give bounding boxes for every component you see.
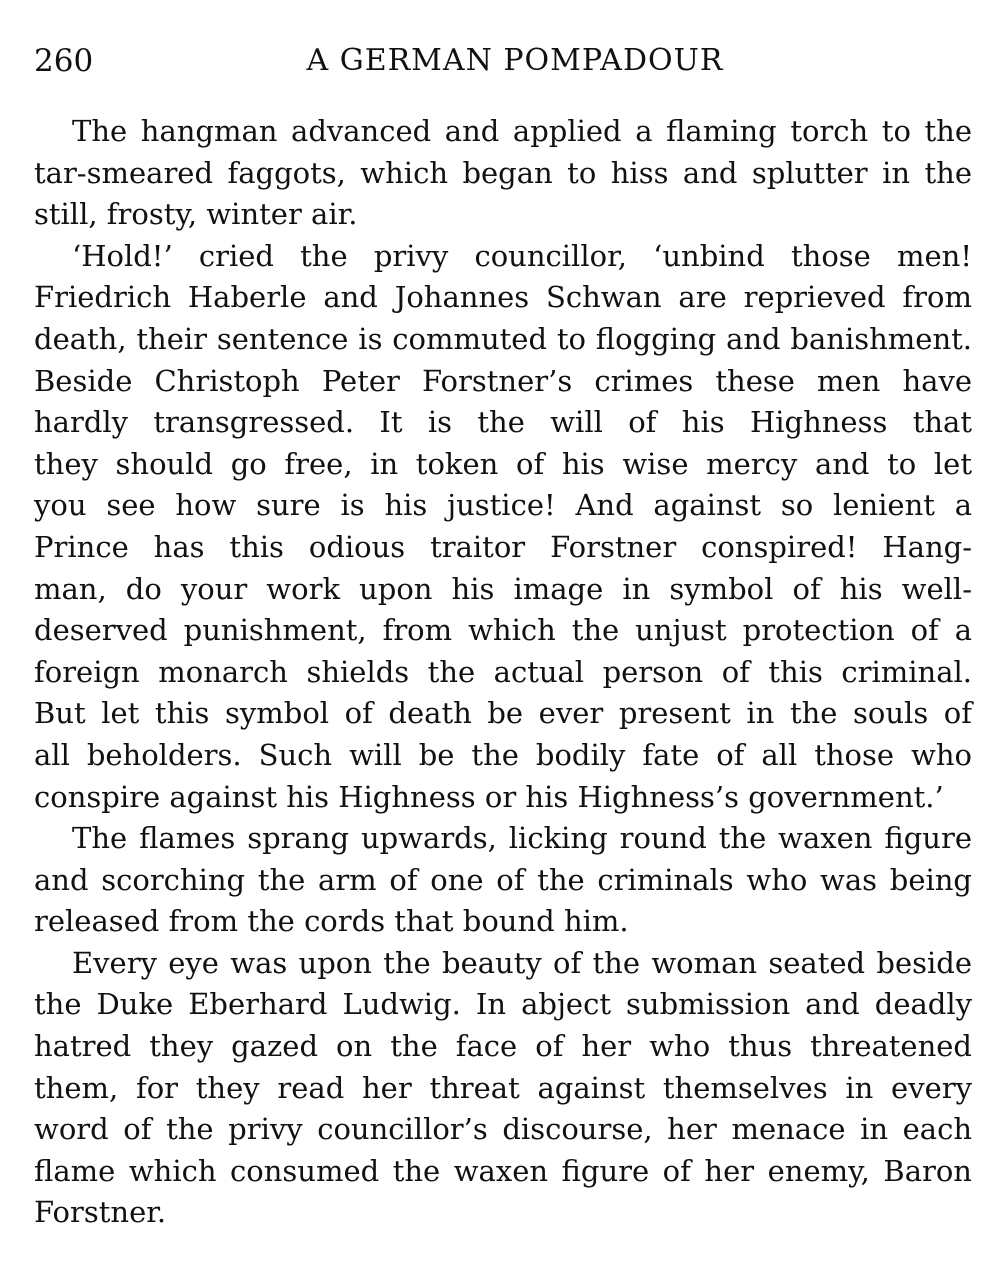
paragraph-3 (34, 818, 972, 943)
text-line: Friedrich Haberle and Johannes Schwan are reprieved from (34, 280, 972, 315)
text-line: The hangman advanced and applied a flaming torch to the (72, 114, 972, 148)
text-line: ‘Hold!’ cried the privy councillor, ‘unbind those men! (72, 238, 972, 273)
text-line: the Duke Eberhard Ludwig. In abject submission and deadly (34, 987, 972, 1022)
text-line: released from the cords that bound him. (34, 904, 629, 939)
text-line: them, for they read her threat against themselves in every (34, 1070, 972, 1105)
text-line: hatred they gazed on the face of her who thus threatened (34, 1029, 972, 1064)
text-line: Beside Christoph Peter Forstner’s crimes these men have (34, 363, 972, 398)
running-title: A GERMAN POMPADOUR (306, 43, 724, 78)
book-page (34, 38, 972, 1234)
text-line: Forstner. (34, 1195, 167, 1230)
paragraph-2 (34, 236, 972, 818)
paragraph-1 (34, 111, 972, 236)
text-line: Every eye was upon the beauty of the woman seated beside (72, 945, 972, 980)
text-line: and scorching the arm of one of the criminals who was being (34, 862, 972, 897)
text-line: flame which consumed the waxen figure of her enemy, Baron (34, 1153, 972, 1188)
text-line: you see how sure is his justice! And against so lenient a (34, 488, 972, 523)
paragraph-4 (34, 943, 972, 1234)
body-text (34, 111, 972, 1234)
text-line: death, their sentence is commuted to flogging and banishment. (34, 321, 972, 356)
text-line: Prince has this odious traitor Forstner conspired! Hang- (34, 529, 972, 564)
text-line: word of the privy councillor’s discourse, her menace in each (34, 1112, 972, 1147)
text-line: they should go free, in token of his wise mercy and to let (34, 446, 972, 481)
running-head (34, 38, 972, 84)
text-line: all beholders. Such will be the bodily fate of all those who (34, 737, 972, 772)
text-line: still, frosty, winter air. (34, 197, 358, 232)
page-number: 260 (34, 43, 94, 79)
text-line: man, do your work upon his image in symbol of his well- (34, 571, 972, 606)
text-line: The flames sprang upwards, licking round the waxen figure (72, 821, 972, 856)
text-line: hardly transgressed. It is the will of his Highness that (34, 405, 972, 440)
text-line: tar-smeared faggots, which began to hiss and splutter in the (34, 155, 972, 190)
text-line: deserved punishment, from which the unjust protection of a (34, 613, 972, 648)
text-line: foreign monarch shields the actual person of this criminal. (34, 654, 972, 689)
text-line: conspire against his Highness or his Highness’s government.’ (34, 779, 944, 814)
text-line: But let this symbol of death be ever present in the souls of (34, 696, 972, 731)
